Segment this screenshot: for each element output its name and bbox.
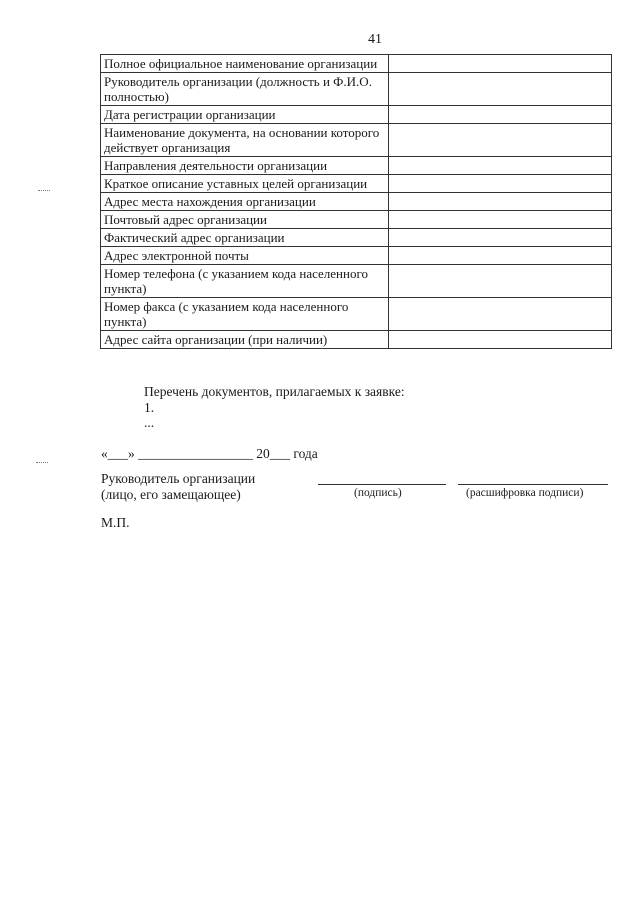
row-label: Адрес места нахождения организации [101, 193, 389, 211]
row-value-field[interactable] [389, 175, 612, 193]
organization-info-table [100, 54, 612, 349]
signature-transcript-line [458, 484, 608, 485]
table-row [101, 157, 612, 175]
head-title-line2: (лицо, его замещающее) [101, 487, 241, 502]
date-line: «___» _________________ 20___ года [101, 446, 318, 461]
row-value-field[interactable] [389, 265, 612, 298]
row-value-field[interactable] [389, 229, 612, 247]
row-label: Номер телефона (с указанием кода населенного пункта) [101, 265, 389, 298]
table-row [101, 193, 612, 211]
row-value-field[interactable] [389, 247, 612, 265]
table-row [101, 106, 612, 124]
row-value-field[interactable] [389, 73, 612, 106]
table-row [101, 229, 612, 247]
row-label: Почтовый адрес организации [101, 211, 389, 229]
documents-heading: Перечень документов, прилагаемых к заявке: [144, 384, 405, 399]
documents-ellipsis: ... [144, 415, 155, 430]
row-value-field[interactable] [389, 55, 612, 73]
row-label: Краткое описание уставных целей организации [101, 175, 389, 193]
row-label: Дата регистрации организации [101, 106, 389, 124]
row-label: Адрес сайта организации (при наличии) [101, 331, 389, 349]
margin-mark [36, 462, 48, 463]
row-value-field[interactable] [389, 124, 612, 157]
row-value-field[interactable] [389, 211, 612, 229]
row-label: Полное официальное наименование организации [101, 55, 389, 73]
head-title-line1: Руководитель организации [101, 471, 256, 486]
documents-item-1: 1. [144, 400, 155, 415]
signature-caption: (подпись) [354, 487, 402, 499]
table-row [101, 175, 612, 193]
table-row [101, 265, 612, 298]
signature-line [318, 484, 446, 485]
row-value-field[interactable] [389, 298, 612, 331]
table-row [101, 124, 612, 157]
row-label: Фактический адрес организации [101, 229, 389, 247]
row-label: Номер факса (с указанием кода населенного пункта) [101, 298, 389, 331]
row-value-field[interactable] [389, 157, 612, 175]
table-row [101, 55, 612, 73]
row-value-field[interactable] [389, 106, 612, 124]
margin-mark [38, 190, 50, 191]
table-row [101, 247, 612, 265]
row-label: Адрес электронной почты [101, 247, 389, 265]
signature-transcript-caption: (расшифровка подписи) [466, 487, 584, 499]
row-label: Руководитель организации (должность и Ф.И.О. полностью) [101, 73, 389, 106]
page-number: 41 [368, 32, 382, 47]
table-row [101, 331, 612, 349]
row-value-field[interactable] [389, 331, 612, 349]
table-row [101, 73, 612, 106]
row-value-field[interactable] [389, 193, 612, 211]
table-row [101, 298, 612, 331]
row-label: Направления деятельности организации [101, 157, 389, 175]
row-label: Наименование документа, на основании которого действует организация [101, 124, 389, 157]
table-row [101, 211, 612, 229]
stamp-mark: М.П. [101, 515, 130, 530]
